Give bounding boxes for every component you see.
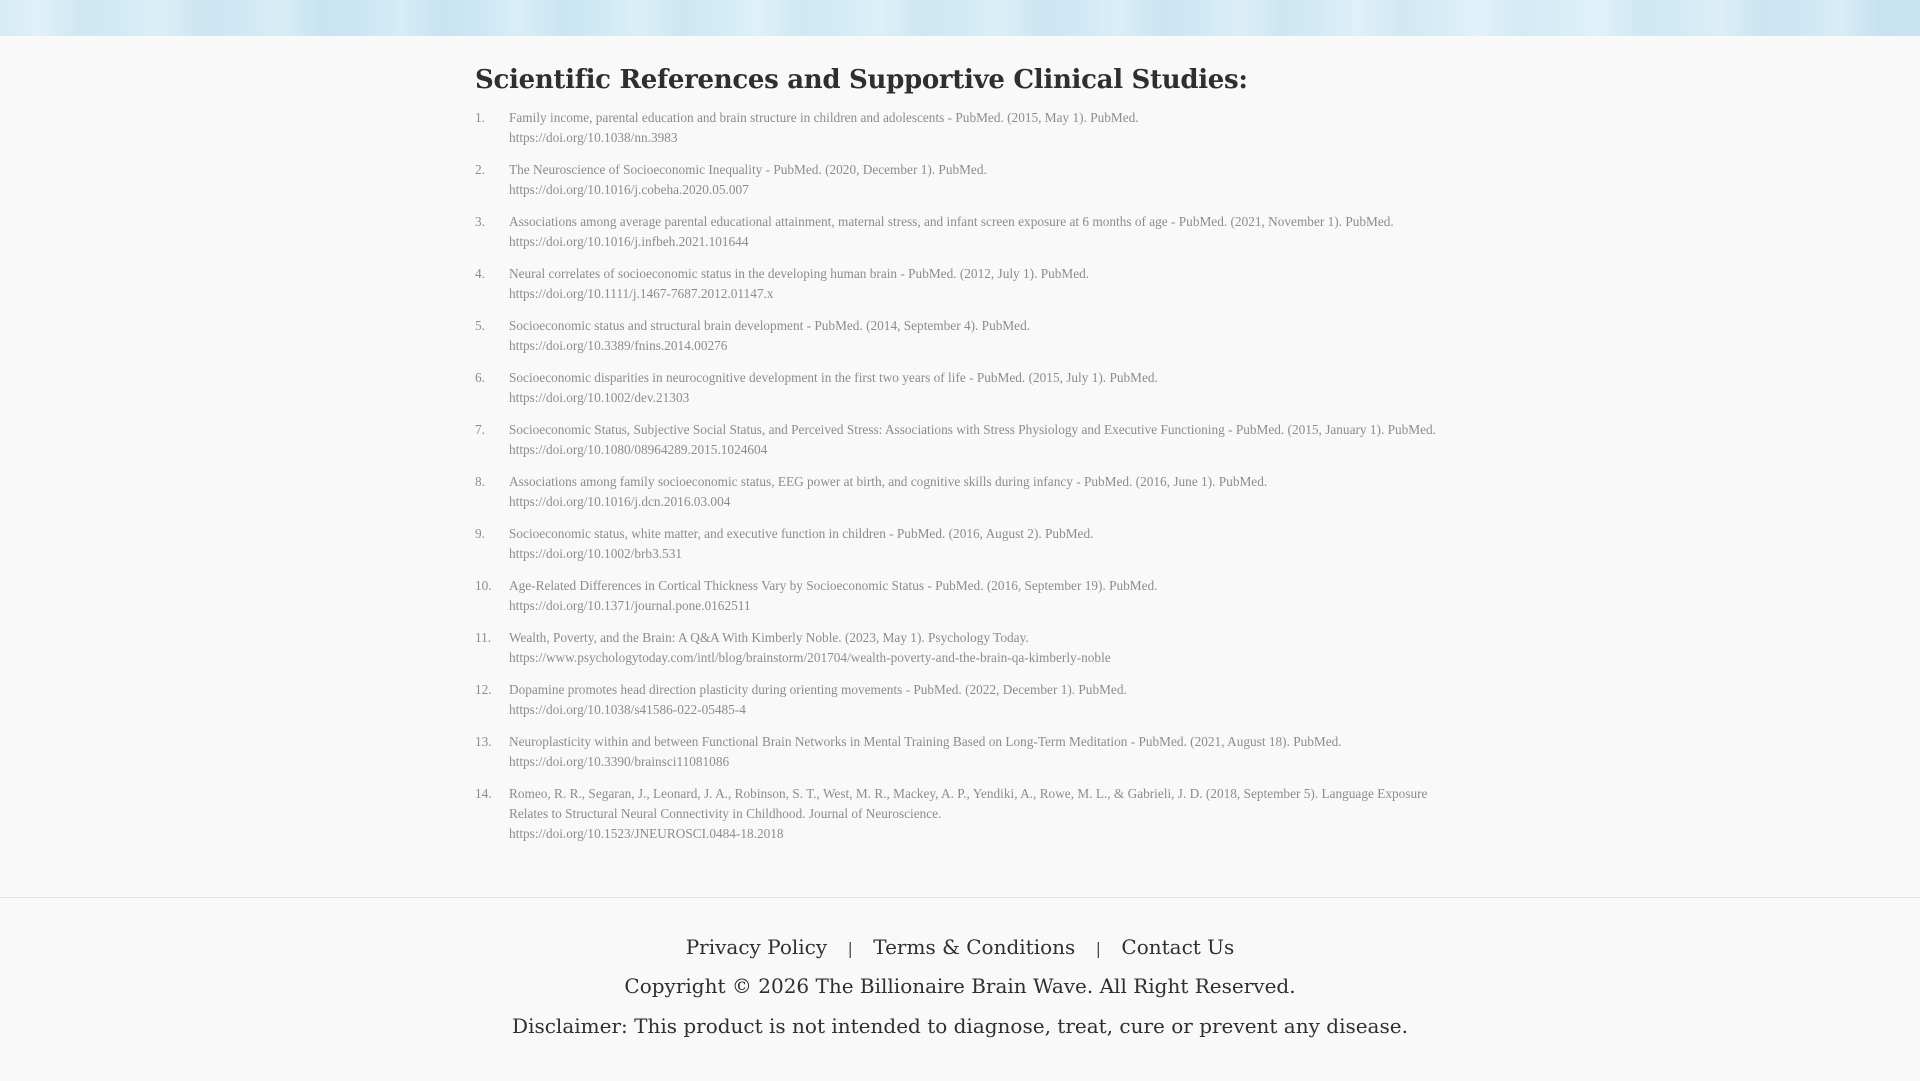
footer-links — [0, 934, 1920, 962]
reference-text: The Neuroscience of Socioeconomic Inequality - PubMed. (2020, December 1). PubMed. — [509, 162, 987, 177]
reference-link[interactable]: https://doi.org/10.1016/j.infbeh.2021.101644 — [509, 234, 749, 249]
reference-item — [475, 628, 1445, 668]
reference-link[interactable]: https://doi.org/10.1111/j.1467-7687.2012.01147.x — [509, 286, 774, 301]
reference-text: Family income, parental education and brain structure in children and adolescents - PubMed. (2015, May 1). PubMed. — [509, 110, 1139, 125]
reference-text: Neuroplasticity within and between Functional Brain Networks in Mental Training Based on Long-Term Meditation - PubMed. (2021, August 18). PubMed. — [509, 734, 1342, 749]
reference-number: 4. — [475, 266, 485, 281]
reference-text: Associations among family socioeconomic status, EEG power at birth, and cognitive skills during infancy - PubMed. (2016, June 1). PubMed. — [509, 474, 1268, 489]
copyright-text: Copyright © 2026 The Billionaire Brain Wave. All Right Reserved. — [624, 974, 1296, 998]
reference-link[interactable]: https://doi.org/10.1002/brb3.531 — [509, 546, 682, 561]
reference-item — [475, 368, 1445, 408]
reference-text: Socioeconomic Status, Subjective Social Status, and Perceived Stress: Associations with Stress Physiology and Executive Functioning - PubMed. (2015, January 1). PubMed. — [509, 422, 1436, 437]
reference-number: 5. — [475, 318, 485, 333]
footer-separator: | — [1095, 939, 1102, 958]
reference-number: 8. — [475, 474, 485, 489]
reference-number: 14. — [475, 786, 492, 801]
references-list — [475, 108, 1445, 844]
reference-link[interactable]: https://doi.org/10.3389/fnins.2014.00276 — [509, 338, 728, 353]
privacy-policy-link[interactable]: Privacy Policy — [685, 935, 828, 959]
reference-link[interactable]: https://doi.org/10.1038/nn.3983 — [509, 130, 678, 145]
header-banner-image — [0, 0, 1920, 36]
reference-link[interactable]: https://doi.org/10.1523/JNEUROSCI.0484-18.2018 — [509, 826, 784, 841]
reference-item — [475, 108, 1445, 148]
reference-item — [475, 212, 1445, 252]
contact-us-link[interactable]: Contact Us — [1121, 935, 1235, 959]
reference-link[interactable]: https://www.psychologytoday.com/intl/blog/brainstorm/201704/wealth-poverty-and-the-brain-qa-kimberly-noble — [509, 650, 1111, 665]
reference-number: 9. — [475, 526, 485, 541]
reference-text: Neural correlates of socioeconomic status in the developing human brain - PubMed. (2012, July 1). PubMed. — [509, 266, 1090, 281]
reference-number: 13. — [475, 734, 492, 749]
reference-item — [475, 264, 1445, 304]
reference-number: 6. — [475, 370, 485, 385]
reference-number: 1. — [475, 110, 485, 125]
reference-item — [475, 524, 1445, 564]
reference-item — [475, 680, 1445, 720]
reference-link[interactable]: https://doi.org/10.1002/dev.21303 — [509, 390, 690, 405]
reference-number: 10. — [475, 578, 492, 593]
reference-text: Socioeconomic status, white matter, and executive function in children - PubMed. (2016, August 2). PubMed. — [509, 526, 1094, 541]
reference-item — [475, 316, 1445, 356]
reference-link[interactable]: https://doi.org/10.1371/journal.pone.0162511 — [509, 598, 751, 613]
reference-text: Socioeconomic status and structural brain development - PubMed. (2014, September 4). PubMed. — [509, 318, 1031, 333]
reference-text: Age-Related Differences in Cortical Thickness Vary by Socioeconomic Status - PubMed. (2016, September 19). PubMed. — [509, 578, 1158, 593]
reference-link[interactable]: https://doi.org/10.1080/08964289.2015.1024604 — [509, 442, 768, 457]
reference-link[interactable]: https://doi.org/10.1016/j.cobeha.2020.05.007 — [509, 182, 749, 197]
reference-number: 2. — [475, 162, 485, 177]
reference-link[interactable]: https://doi.org/10.3390/brainsci11081086 — [509, 754, 730, 769]
reference-item — [475, 732, 1445, 772]
reference-link[interactable]: https://doi.org/10.1016/j.dcn.2016.03.004 — [509, 494, 731, 509]
reference-number: 3. — [475, 214, 485, 229]
reference-item — [475, 420, 1445, 460]
terms-conditions-link[interactable]: Terms & Conditions — [873, 935, 1076, 959]
reference-link[interactable]: https://doi.org/10.1038/s41586-022-05485-4 — [509, 702, 746, 717]
reference-text: Dopamine promotes head direction plasticity during orienting movements - PubMed. (2022, December 1). PubMed. — [509, 682, 1127, 697]
reference-item — [475, 472, 1445, 512]
page-footer — [0, 897, 1920, 1081]
reference-number: 12. — [475, 682, 492, 697]
references-title: Scientific References and Supportive Clinical Studies: — [475, 65, 1248, 95]
reference-text: Socioeconomic disparities in neurocognitive development in the first two years of life - PubMed. (2015, July 1). PubMed. — [509, 370, 1158, 385]
reference-text: Associations among average parental educational attainment, maternal stress, and infant screen exposure at 6 months of age - PubMed. (2021, November 1). PubMed. — [509, 214, 1394, 229]
disclaimer-text: Disclaimer: This product is not intended to diagnose, treat, cure or prevent any disease. — [512, 1014, 1408, 1038]
reference-item — [475, 784, 1445, 844]
reference-text: Wealth, Poverty, and the Brain: A Q&A With Kimberly Noble. (2023, May 1). Psychology Today. — [509, 630, 1029, 645]
reference-item — [475, 160, 1445, 200]
reference-text: Romeo, R. R., Segaran, J., Leonard, J. A., Robinson, S. T., West, M. R., Mackey, A. P., Yendiki, A., Rowe, M. L., & Gabrieli, J. D. (2018, September 5). Language Exposure Relates to Structural Neural Connectivity in Childhood. Journal of Neuroscience. — [509, 786, 1428, 821]
footer-separator: | — [847, 939, 853, 958]
reference-item — [475, 576, 1445, 616]
reference-number: 7. — [475, 422, 485, 437]
reference-number: 11. — [475, 630, 492, 645]
references-section — [475, 62, 1445, 856]
